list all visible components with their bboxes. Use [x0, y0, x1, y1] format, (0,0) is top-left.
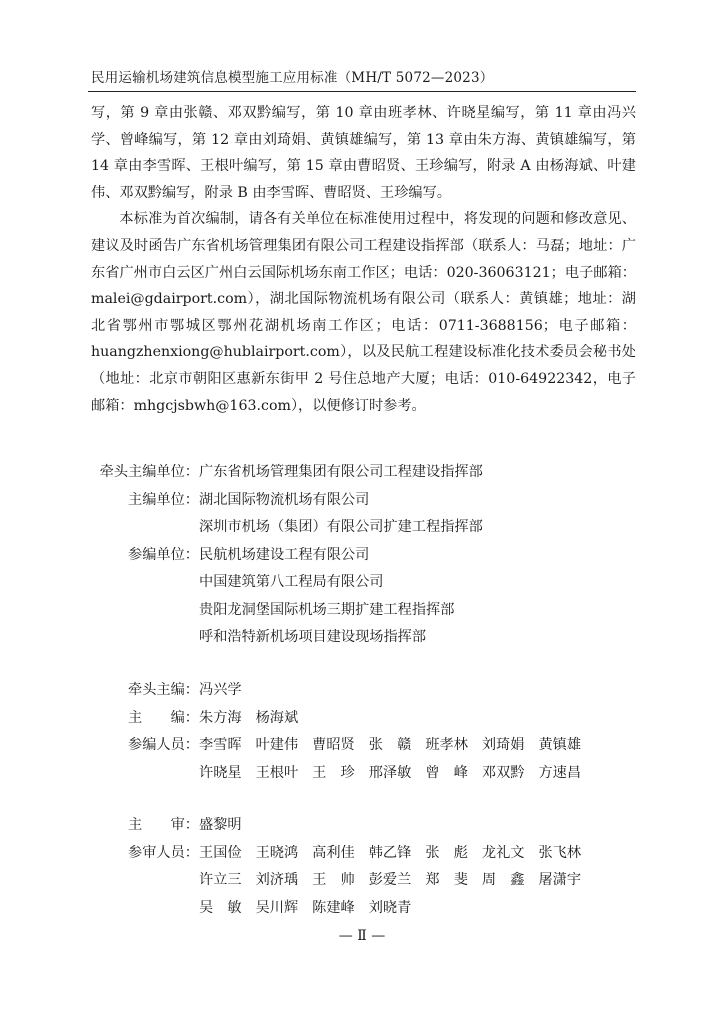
reviewer-name: 陈建峰 [312, 899, 355, 916]
lead-editor: 冯兴学 [199, 682, 242, 698]
reviewer-name: 郑 斐 [425, 872, 468, 888]
editor-name: 朱方海 [199, 709, 242, 726]
main-unit: 湖北国际物流机场有限公司 [199, 491, 370, 508]
running-header: 民用运输机场建筑信息模型施工应用标准（MH/T 5072—2023） [91, 70, 494, 86]
participant-name: 刘琦娟 [481, 737, 525, 753]
participant-name: 许晓星 [199, 764, 242, 781]
participating-unit-label: 参编单位： [128, 546, 199, 563]
reviewer-name: 王国俭 [199, 844, 242, 861]
participant-name: 黄镇雄 [538, 737, 582, 753]
chief-reviewer: 盛黎明 [199, 817, 242, 833]
lead-unit-label: 牵头主编单位： [99, 464, 199, 480]
participant-name: 曹昭贤 [312, 737, 355, 753]
lead-unit: 广东省机场管理集团有限公司工程建设指挥部 [199, 464, 483, 480]
participant-name: 曾 峰 [425, 764, 468, 781]
header-rule [88, 91, 636, 92]
main-unit: 深圳市机场（集团）有限公司扩建工程指挥部 [199, 519, 483, 535]
reviewer-name: 张 彪 [425, 844, 468, 861]
reviewer-name: 彭爱兰 [368, 872, 412, 888]
participant-name: 班孝林 [425, 737, 468, 753]
participant-name: 王 珍 [312, 764, 355, 781]
reviewer-name: 刘晓青 [368, 899, 412, 916]
participant-name: 王根叶 [255, 764, 299, 781]
reviewer-name: 许立三 [199, 872, 242, 888]
participant-name: 李雪晖 [199, 737, 242, 753]
participant-name: 方速昌 [538, 764, 582, 781]
editor-name: 杨海斌 [255, 709, 299, 726]
participating-unit: 民航机场建设工程有限公司 [199, 546, 370, 563]
lead-editor-label: 牵头主编： [128, 682, 199, 698]
participant-name: 邓双黔 [481, 764, 525, 781]
participant-name: 张 赣 [368, 737, 412, 753]
reviewer-name: 韩乙锋 [368, 844, 412, 861]
participating-unit: 贵阳龙洞堡国际机场三期扩建工程指挥部 [199, 601, 455, 618]
reviewer-name: 吴川辉 [255, 899, 299, 916]
reviewers-label: 参审人员： [128, 844, 199, 861]
reviewer-name: 张飞林 [538, 844, 582, 861]
reviewer-name: 龙礼文 [481, 844, 525, 861]
participating-unit: 中国建筑第八工程局有限公司 [199, 574, 384, 590]
reviewer-name: 刘济瑀 [255, 872, 299, 888]
reviewer-name: 周 鑫 [481, 872, 525, 888]
paragraph-feedback-notice: 本标准为首次编制，请各有关单位在标准使用过程中，将发现的问题和修改意见、建议及时函告广东省机场管理集团有限公司工程建设指挥部（联系人：马磊；地址：广东省广州市白云区广州白云国际机场东南工作区；电话：020-36063121；电子邮箱：malei@gdairport.com），湖北国际物流机场有限公司（联系人：黄镇雄；地址：湖北省鄂州市鄂城区鄂州花湖机场南工作区；电话：0711-3688156；电子邮箱：huangzhenxiong@hublairport.com），以及民航工程建设标准化技术委员会秘书处（地址：北京市朝阳区惠新东街甲 2 号住总地产大厦；电话：010-64922342，电子邮箱：mhgcjsbwh@163.com），以便修订时参考。 [91, 211, 636, 414]
main-unit-label: 主编单位： [128, 491, 199, 508]
reviewer-name: 屠潇宇 [538, 872, 582, 888]
units-block [91, 459, 636, 652]
reviewer-name: 吴 敏 [199, 899, 242, 916]
editors-block [91, 677, 636, 787]
participant-name: 叶建伟 [255, 737, 299, 753]
participants-label: 参编人员： [128, 737, 199, 753]
reviewers-block [91, 812, 636, 922]
reviewer-name: 高利佳 [312, 844, 355, 861]
reviewer-name: 王晓鸿 [255, 844, 299, 861]
reviewer-name: 王 帅 [312, 872, 355, 888]
editor-label: 主 编： [128, 709, 199, 726]
body-text [91, 100, 636, 419]
participant-name: 邢泽敏 [368, 764, 412, 781]
participating-unit: 呼和浩特新机场项目建设现场指挥部 [199, 629, 427, 645]
chief-reviewer-label: 主 审： [128, 817, 199, 833]
page-number: — Ⅱ — [338, 928, 386, 944]
paragraph-chapter-authors: 写，第 9 章由张赣、邓双黔编写，第 10 章由班孝林、许晓星编写，第 11 章由冯兴学、曾峰编写，第 12 章由刘琦娟、黄镇雄编写，第 13 章由朱方海、黄镇雄编写，第 14 章由李雪晖、王根叶编写，第 15 章由曹昭贤、王珍编写，附录 A 由杨海斌、叶建伟、邓双黔编写，附录 B 由李雪晖、曹昭贤、王珍编写。 [91, 105, 636, 201]
